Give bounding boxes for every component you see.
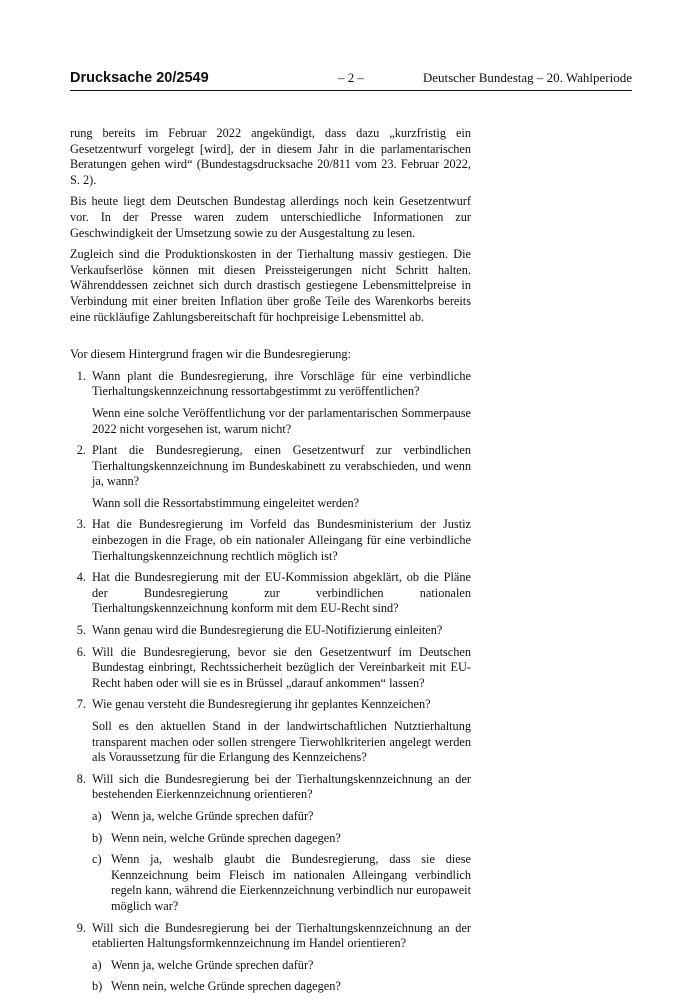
question-text: Will sich die Bundesregierung bei der Tierhaltungskennzeichnung an der etablierten Haltungsformkennzeichnung im Handel orientieren? bbox=[92, 920, 471, 951]
question-text: Plant die Bundesregierung, einen Gesetzentwurf zur verbindlichen Tierhaltungskennzeichnung im Bundeskabinett zu verabschieden, und wenn ja, wann? bbox=[92, 443, 471, 489]
question-number: 1. bbox=[76, 368, 86, 383]
question-number: 8. bbox=[76, 771, 86, 786]
option-text: Wenn ja, welche Gründe sprechen dafür? bbox=[111, 957, 314, 972]
question-option bbox=[92, 979, 471, 995]
option-text: Wenn nein, welche Gründe sprechen dagegen? bbox=[111, 830, 341, 845]
question-item bbox=[70, 369, 471, 437]
question-item bbox=[70, 772, 471, 915]
institution-label: Deutscher Bundestag – 20. Wahlperiode bbox=[422, 70, 632, 85]
question-number: 7. bbox=[76, 697, 86, 712]
option-label: b) bbox=[92, 979, 103, 994]
question-text: Will sich die Bundesregierung bei der Tierhaltungskennzeichnung an der bestehenden Eierkennzeichnung orientieren? bbox=[92, 771, 471, 802]
page-number: – 2 – bbox=[338, 70, 364, 85]
questions-intro: Vor diesem Hintergrund fragen wir die Bundesregierung: bbox=[70, 347, 351, 362]
question-options bbox=[92, 809, 471, 915]
question-number: 6. bbox=[76, 644, 86, 659]
question-number: 3. bbox=[76, 517, 86, 532]
question-option bbox=[92, 852, 471, 914]
option-label: a) bbox=[92, 957, 102, 972]
option-text: Wenn ja, welche Gründe sprechen dafür? bbox=[111, 808, 314, 823]
option-text: Wenn ja, weshalb glaubt die Bundesregierung, dass sie diese Kennzeichnung beim Fleisch im nationalen Alleingang verbindlich regeln kann, während die Eierkennzeichnung verbindlich nur europaweit möglich war? bbox=[111, 852, 471, 913]
question-text: Wann genau wird die Bundesregierung die EU-Notifizierung einleiten? bbox=[92, 623, 443, 638]
question-item bbox=[70, 570, 471, 617]
option-label: a) bbox=[92, 808, 102, 823]
question-item bbox=[70, 623, 471, 639]
question-item bbox=[70, 517, 471, 564]
question-text: Hat die Bundesregierung im Vorfeld das Bundesministerium der Justiz einbezogen in die Frage, ob ein nationaler Alleingang für eine verbindliche Tierhaltungskennzeichnung rechtlich möglich ist? bbox=[92, 517, 471, 563]
option-label: b) bbox=[92, 830, 103, 845]
question-option bbox=[92, 809, 471, 825]
question-number: 4. bbox=[76, 570, 86, 585]
question-followup: Soll es den aktuellen Stand in der landwirtschaftlichen Nutztierhaltung transparent machen oder sollen strengere Tierwohlkriterien angelegt werden als Voraussetzung für die Erlangung des Kennzeichens? bbox=[92, 719, 471, 765]
question-option bbox=[92, 958, 471, 974]
body-paragraph: rung bereits im Februar 2022 angekündigt, dass dazu „kurzfristig ein Gesetzentwurf vorgelegt [wird], der in diesem Jahr in die parlamentarischen Beratungen gehen wird“ (Bundestagsdrucksache 20/811 vom 23. Februar 2022, S. 2). bbox=[70, 126, 471, 187]
option-label: c) bbox=[92, 852, 102, 867]
question-text: Wie genau versteht die Bundesregierung ihr geplantes Kennzeichen? bbox=[92, 697, 431, 712]
question-option bbox=[92, 831, 471, 847]
question-number: 5. bbox=[76, 623, 86, 638]
question-text: Wann plant die Bundesregierung, ihre Vorschläge für eine verbindliche Tierhaltungskennzeichnung ressortabgestimmt zu veröffentlichen? bbox=[92, 368, 471, 399]
question-followup: Wenn eine solche Veröffentlichung vor der parlamentarischen Sommerpause 2022 nicht vorgesehen ist, warum nicht? bbox=[92, 405, 471, 436]
question-item bbox=[70, 645, 471, 692]
page-header bbox=[70, 68, 632, 91]
document-body bbox=[70, 126, 471, 1001]
document-number: 2549 bbox=[176, 70, 209, 86]
question-item bbox=[70, 697, 471, 765]
question-item bbox=[70, 921, 471, 995]
question-number: 2. bbox=[76, 443, 86, 458]
question-followup: Wann soll die Ressortabstimmung eingeleitet werden? bbox=[92, 495, 360, 510]
document-label: Drucksache 20/ bbox=[70, 70, 177, 86]
option-text: Wenn nein, welche Gründe sprechen dagegen? bbox=[111, 979, 341, 994]
question-text: Hat die Bundesregierung mit der EU-Kommission abgeklärt, ob die Pläne der Bundesregierung zur verbindlichen nationalen Tierhaltungskennzeichnung konform mit dem EU-Recht sind? bbox=[92, 570, 471, 616]
question-options bbox=[92, 958, 471, 995]
question-item bbox=[70, 443, 471, 511]
question-text: Will die Bundesregierung, bevor sie den Gesetzentwurf im Deutschen Bundestag einbringt, Rechtssicherheit bezüglich der Vereinbarkeit mit EU-Recht haben oder will sie es in Brüssel „darauf ankommen“ lassen? bbox=[92, 644, 471, 690]
body-paragraph: Bis heute liegt dem Deutschen Bundestag allerdings noch kein Gesetzentwurf vor. In der Presse waren zudem unterschiedliche Informationen zur Geschwindigkeit der Umsetzung sowie zu der Ausgestaltung zu lesen. bbox=[70, 194, 471, 240]
body-paragraph: Zugleich sind die Produktionskosten in der Tierhaltung massiv gestiegen. Die Verkaufserlöse können mit diesen Preissteigerungen nicht Schritt halten. Währenddessen zeichnet sich durch drastisch gestiegene Lebensmittelpreise in Verbindung mit einer breiten Inflation über große Teile des Warenkorbs bereits eine rückläufige Zahlungsbereitschaft für hochpreisige Lebensmittel ab. bbox=[70, 247, 471, 324]
question-number: 9. bbox=[76, 920, 86, 935]
